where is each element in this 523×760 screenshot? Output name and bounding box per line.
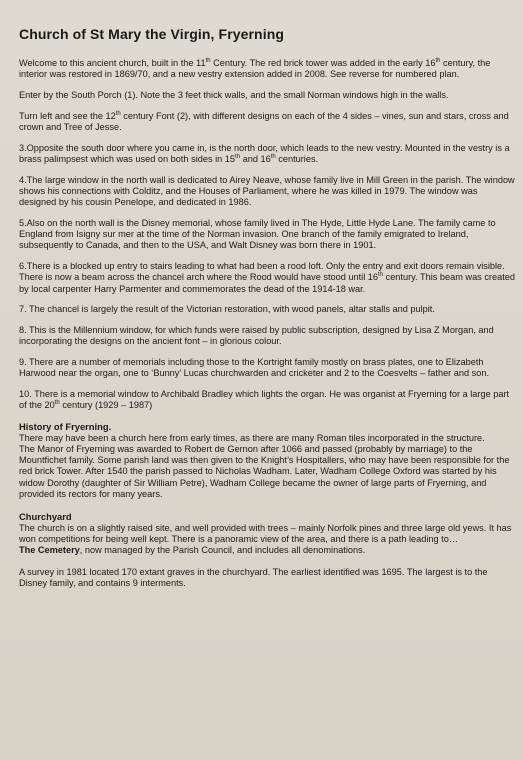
- cemetery-text: [19, 545, 515, 556]
- survey-paragraph: A survey in 1981 located 170 extant graves in the churchyard. The earliest identified was 1695. The largest is to the Disney family, and contains 9 interments.: [19, 567, 488, 589]
- paragraph-10: [19, 389, 515, 411]
- superscript: th: [115, 110, 121, 117]
- churchyard-text: The church is on a slightly raised site, and well provided with trees – mainly Norfolk pines and three large old yews. It has won competitions for being well kept. There is a panoramic view of the area, and there is a path leading to…: [19, 522, 512, 544]
- intro-text: Welcome to this ancient church, built in the 11: [19, 58, 206, 68]
- text: centuries.: [275, 154, 319, 164]
- superscript: th: [235, 153, 241, 160]
- paragraph-4: 4.The large window in the north wall is dedicated to Airey Neave, whose family live in Mill Green in the parish. The window shows his connections with Colditz, and the Houses of Parliament, where he was killed in 1979. The window was designed by his cousin Penelope, and dedicated in 1986.: [19, 174, 515, 208]
- superscript: th: [378, 272, 384, 279]
- intro-paragraph: [19, 58, 515, 80]
- paragraph-6: [19, 261, 515, 295]
- text: 10. There is a memorial window to Archibald Bradley which lights the organ. He was organist at Fryerning for a large part of the 20: [19, 389, 510, 411]
- superscript: th: [270, 153, 276, 160]
- history-section: [19, 421, 515, 500]
- text: and 16: [240, 154, 271, 164]
- churchyard-heading: Churchyard: [19, 511, 72, 523]
- text: century Font (2), with different designs on each of the 4 sides – vines, sun and stars, cross and crown and Tree of Jesse.: [19, 110, 509, 132]
- paragraph-5: 5.Also on the north wall is the Disney memorial, whose family lived in The Hyde, Little Hyde Lane. The family came to England from Isigny sur mer at the time of the Norman invasion. One branch of the family emigrated to Ireland, subsequently to Canada, and then to the USA, and Walt Disney was born there in 1901.: [19, 218, 496, 251]
- paragraph-1: Enter by the South Porch (1). Note the 3 feet thick walls, and the small Norman windows high in the walls.: [19, 90, 449, 100]
- superscript: th: [54, 400, 60, 407]
- history-text-2: The Manor of Fryerning was awarded to Robert de Gernon after 1066 and passed (probably by marriage) to the Mountfichet family. Some parish land was then given to the Knight’s Hospitallers, who may have been responsible for the red brick Tower. After 1540 the parish passed to Nicholas Wadham. Later, Wadham College Oxford was started by his widow Dorothy (daughter of Sir William Petre), Wadham College became the owner of large parts of Fryerning, and provided its rectors for many years.: [19, 444, 510, 499]
- paragraph-8: 8. This is the Millennium window, for which funds were raised by public subscription, designed by Lisa Z Morgan, and incorporating the designs on the ancient font – in glorious colour.: [19, 325, 494, 347]
- text: century (1929 – 1987): [59, 400, 153, 411]
- superscript: th: [435, 57, 441, 64]
- churchyard-section: [19, 511, 515, 556]
- cemetery-heading: The Cemetery: [19, 545, 80, 556]
- text: 6.There is a blocked up entry to stairs leading to what had been a rood loft. Only the entry and exit doors remain visible. There is now a beam across the chancel arch where the Rood would have stood until 16: [19, 261, 505, 283]
- paragraph-2: [19, 111, 515, 133]
- intro-text: Century. The red brick tower was added in the early 16: [210, 58, 436, 68]
- paragraph-9: 9. There are a number of memorials including those to the Kortright family mostly on brass plates, one to Elizabeth Harwood near the organ, one to ‘Bunny’ Lucas churchwarden and cricketer and 2 to the Coesvelts – father and son.: [19, 357, 490, 379]
- text: century. This beam was created by local carpenter Harry Parmenter and commemorates the dead of the 1914-18 war.: [19, 272, 515, 294]
- text: 3.Opposite the south door where you came in, is the north door, which leads to the new vestry. Mounted in the vestry is a brass palimpsest which was used on both sides in 15: [19, 142, 510, 164]
- paragraph-3: [19, 143, 515, 165]
- page-title: Church of St Mary the Virgin, Fryerning: [19, 26, 285, 42]
- intro-text: century, the interior was restored in 1869/70, and a new vestry extension added in 2008. See reverse for numbered plan.: [19, 58, 491, 80]
- paragraph-7: 7. The chancel is largely the result of the Victorian restoration, with wood panels, altar stalls and pulpit.: [19, 304, 435, 315]
- history-heading: History of Fryerning.: [19, 421, 112, 433]
- history-text: There may have been a church here from early times, as there are many Roman tiles incorporated in the structure.: [19, 432, 485, 443]
- text: Turn left and see the 12: [19, 110, 116, 121]
- superscript: th: [205, 57, 211, 64]
- text: , now managed by the Parish Council, and includes all denominations.: [79, 545, 366, 556]
